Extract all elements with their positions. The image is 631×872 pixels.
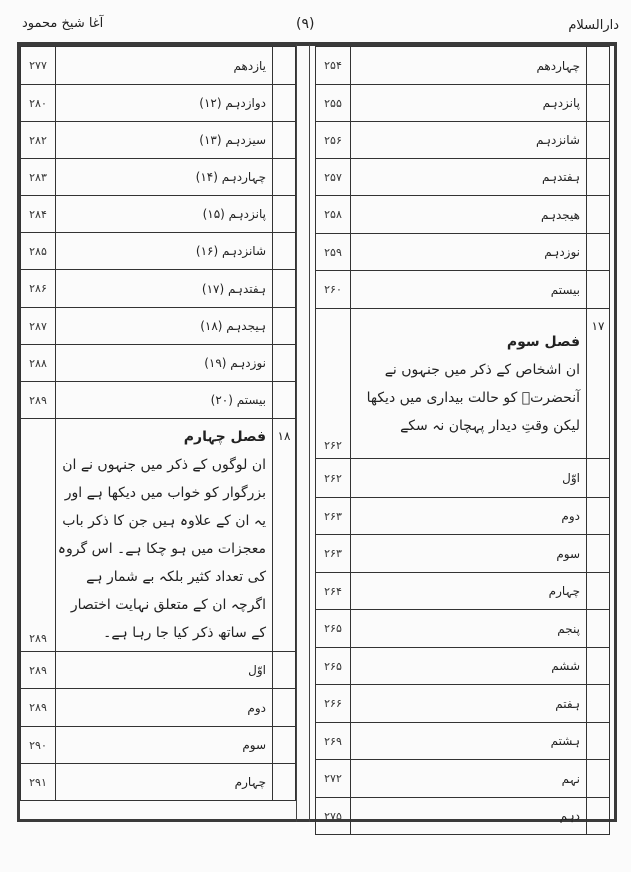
row-page: ۲۵۹ <box>316 234 351 271</box>
row-title: اوّل <box>56 652 273 689</box>
toc-row <box>21 159 296 196</box>
row-title: چہارم <box>56 764 273 801</box>
row-page: ۲۶۵ <box>316 610 351 648</box>
row-number <box>587 498 610 535</box>
row-number <box>587 234 610 271</box>
row-page: ۲۶۳ <box>316 535 351 573</box>
toc-row <box>21 652 296 689</box>
toc-row <box>316 85 610 122</box>
toc-row <box>21 689 296 727</box>
row-page: ۲۵۷ <box>316 159 351 196</box>
row-page: ۲۸۹ <box>21 382 56 419</box>
row-number <box>273 689 296 727</box>
row-number <box>587 535 610 573</box>
toc-row <box>21 727 296 764</box>
section-number: ۱۸ <box>273 419 296 652</box>
row-number <box>587 760 610 798</box>
row-number <box>587 47 610 85</box>
section-heading: فصل چہارم <box>183 429 266 445</box>
row-page: ۲۸۳ <box>21 159 56 196</box>
row-number <box>587 610 610 648</box>
toc-table-left <box>20 46 296 801</box>
row-number <box>273 345 296 382</box>
column-divider <box>296 44 310 822</box>
row-number <box>587 648 610 685</box>
row-page: ۲۸۷ <box>21 308 56 345</box>
toc-row <box>21 764 296 801</box>
row-page: ۲۵۴ <box>316 47 351 85</box>
row-number <box>273 270 296 308</box>
row-title: یازدھم <box>56 47 273 85</box>
row-page: ۲۶۶ <box>316 685 351 723</box>
section-page: ۲۶۲ <box>316 309 351 459</box>
section-row <box>316 309 610 459</box>
row-page: ۲۶۲ <box>316 459 351 498</box>
row-number <box>273 382 296 419</box>
row-number <box>273 233 296 270</box>
row-page: ۲۸۶ <box>21 270 56 308</box>
row-number <box>587 122 610 159</box>
row-page: ۲۹۰ <box>21 727 56 764</box>
toc-row <box>316 47 610 85</box>
toc-row <box>316 648 610 685</box>
row-page: ۲۶۳ <box>316 498 351 535</box>
toc-row <box>21 308 296 345</box>
row-page: ۲۶۵ <box>316 648 351 685</box>
book-title: دارالسلام <box>568 18 619 33</box>
section-row <box>21 419 296 652</box>
toc-row <box>316 498 610 535</box>
row-page: ۲۶۹ <box>316 723 351 760</box>
toc-row <box>316 234 610 271</box>
row-number <box>273 196 296 233</box>
row-page: ۲۸۵ <box>21 233 56 270</box>
toc-row <box>21 196 296 233</box>
row-title: چہاردہم (۱۴) <box>56 159 273 196</box>
row-title: اوّل <box>351 459 587 498</box>
row-number <box>587 723 610 760</box>
row-number <box>587 196 610 234</box>
toc-row <box>316 159 610 196</box>
row-page: ۲۷۲ <box>316 760 351 798</box>
toc-row <box>316 798 610 835</box>
row-title: بیستم <box>351 271 587 309</box>
toc-row <box>21 85 296 122</box>
row-number <box>273 652 296 689</box>
row-number <box>587 459 610 498</box>
row-number <box>273 85 296 122</box>
section-description: ان اشخاص کے ذکر میں جنہوں نے آنحضرتؐ کو حالت بیداری میں دیکھا لیکن وقتِ دیدار پہچان نہ سکے <box>366 361 580 434</box>
row-number <box>273 764 296 801</box>
row-page: ۲۸۴ <box>21 196 56 233</box>
row-title: سیزدہم (۱۳) <box>56 122 273 159</box>
row-page: ۲۶۰ <box>316 271 351 309</box>
toc-row <box>21 122 296 159</box>
toc-row <box>316 535 610 573</box>
toc-row <box>316 196 610 234</box>
row-title: دوم <box>351 498 587 535</box>
toc-row <box>21 47 296 85</box>
toc-row <box>316 760 610 798</box>
section-heading: فصل سوم <box>506 333 580 350</box>
row-title: چہاردھم <box>351 47 587 85</box>
row-title: پانزدہم (۱۵) <box>56 196 273 233</box>
toc-row <box>316 271 610 309</box>
row-title: نوزدہم (۱۹) <box>56 345 273 382</box>
toc-row <box>21 233 296 270</box>
row-number <box>587 271 610 309</box>
row-title: پنجم <box>351 610 587 648</box>
row-number <box>273 308 296 345</box>
page-header <box>0 0 631 40</box>
toc-row <box>21 270 296 308</box>
row-number <box>587 685 610 723</box>
row-title: ھیجدہم <box>351 196 587 234</box>
row-number <box>587 573 610 610</box>
author-name: آغا شیخ محمود <box>22 16 104 31</box>
row-number <box>273 122 296 159</box>
toc-row <box>21 382 296 419</box>
row-page: ۲۵۵ <box>316 85 351 122</box>
row-page: ۲۸۹ <box>21 689 56 727</box>
row-title: دوم <box>56 689 273 727</box>
toc-row <box>316 685 610 723</box>
row-title: نہم <box>351 760 587 798</box>
row-title: ہیجدہم (۱۸) <box>56 308 273 345</box>
row-page: ۲۵۶ <box>316 122 351 159</box>
row-title: نوزدہم <box>351 234 587 271</box>
toc-table-right <box>315 46 610 835</box>
row-title: ہفتدہم <box>351 159 587 196</box>
toc-row <box>316 610 610 648</box>
section-number: ۱۷ <box>587 309 610 459</box>
toc-row <box>316 122 610 159</box>
row-number <box>273 159 296 196</box>
row-number <box>273 47 296 85</box>
row-title: دوازدہم (۱۲) <box>56 85 273 122</box>
row-page: ۲۸۸ <box>21 345 56 382</box>
row-page: ۲۸۰ <box>21 85 56 122</box>
row-title: پانزدہم <box>351 85 587 122</box>
row-page: ۲۷۵ <box>316 798 351 835</box>
row-title: شانزدہم (۱۶) <box>56 233 273 270</box>
row-page: ۲۵۸ <box>316 196 351 234</box>
row-page: ۲۸۹ <box>21 652 56 689</box>
row-title: ہشتم <box>351 723 587 760</box>
row-title: بیستم (۲۰) <box>56 382 273 419</box>
row-title: سوم <box>56 727 273 764</box>
row-title: دہم <box>351 798 587 835</box>
row-title: ہفتدہم (۱۷) <box>56 270 273 308</box>
row-number <box>273 727 296 764</box>
row-number <box>587 159 610 196</box>
page-number: (۹) <box>296 16 315 32</box>
row-page: ۲۹۱ <box>21 764 56 801</box>
row-title: شانزدہم <box>351 122 587 159</box>
section-page: ۲۸۹ <box>21 419 56 652</box>
row-title: چہارم <box>351 573 587 610</box>
toc-row <box>21 345 296 382</box>
row-page: ۲۸۲ <box>21 122 56 159</box>
section-content <box>351 309 587 459</box>
row-number <box>587 85 610 122</box>
row-number <box>587 798 610 835</box>
row-page: ۲۶۴ <box>316 573 351 610</box>
section-content <box>56 419 273 652</box>
row-title: ہفتم <box>351 685 587 723</box>
toc-row <box>316 723 610 760</box>
row-title: ششم <box>351 648 587 685</box>
row-page: ۲۷۷ <box>21 47 56 85</box>
section-description: ان لوگوں کے ذکر میں جنہوں نے ان بزرگوار کو خواب میں دیکھا ہے اور یہ ان کے علاوہ ہیں جن کا ذکر باب معجزات میں ہو چکا ہے۔ اس گروہ کی تعداد کثیر بلکہ بے شمار ہے اگرچہ ان کے متعلق نہایت اختصار کے ساتھ ذکر کیا جا رہا ہے۔ <box>57 457 266 641</box>
toc-row <box>316 459 610 498</box>
toc-row <box>316 573 610 610</box>
row-title: سوم <box>351 535 587 573</box>
